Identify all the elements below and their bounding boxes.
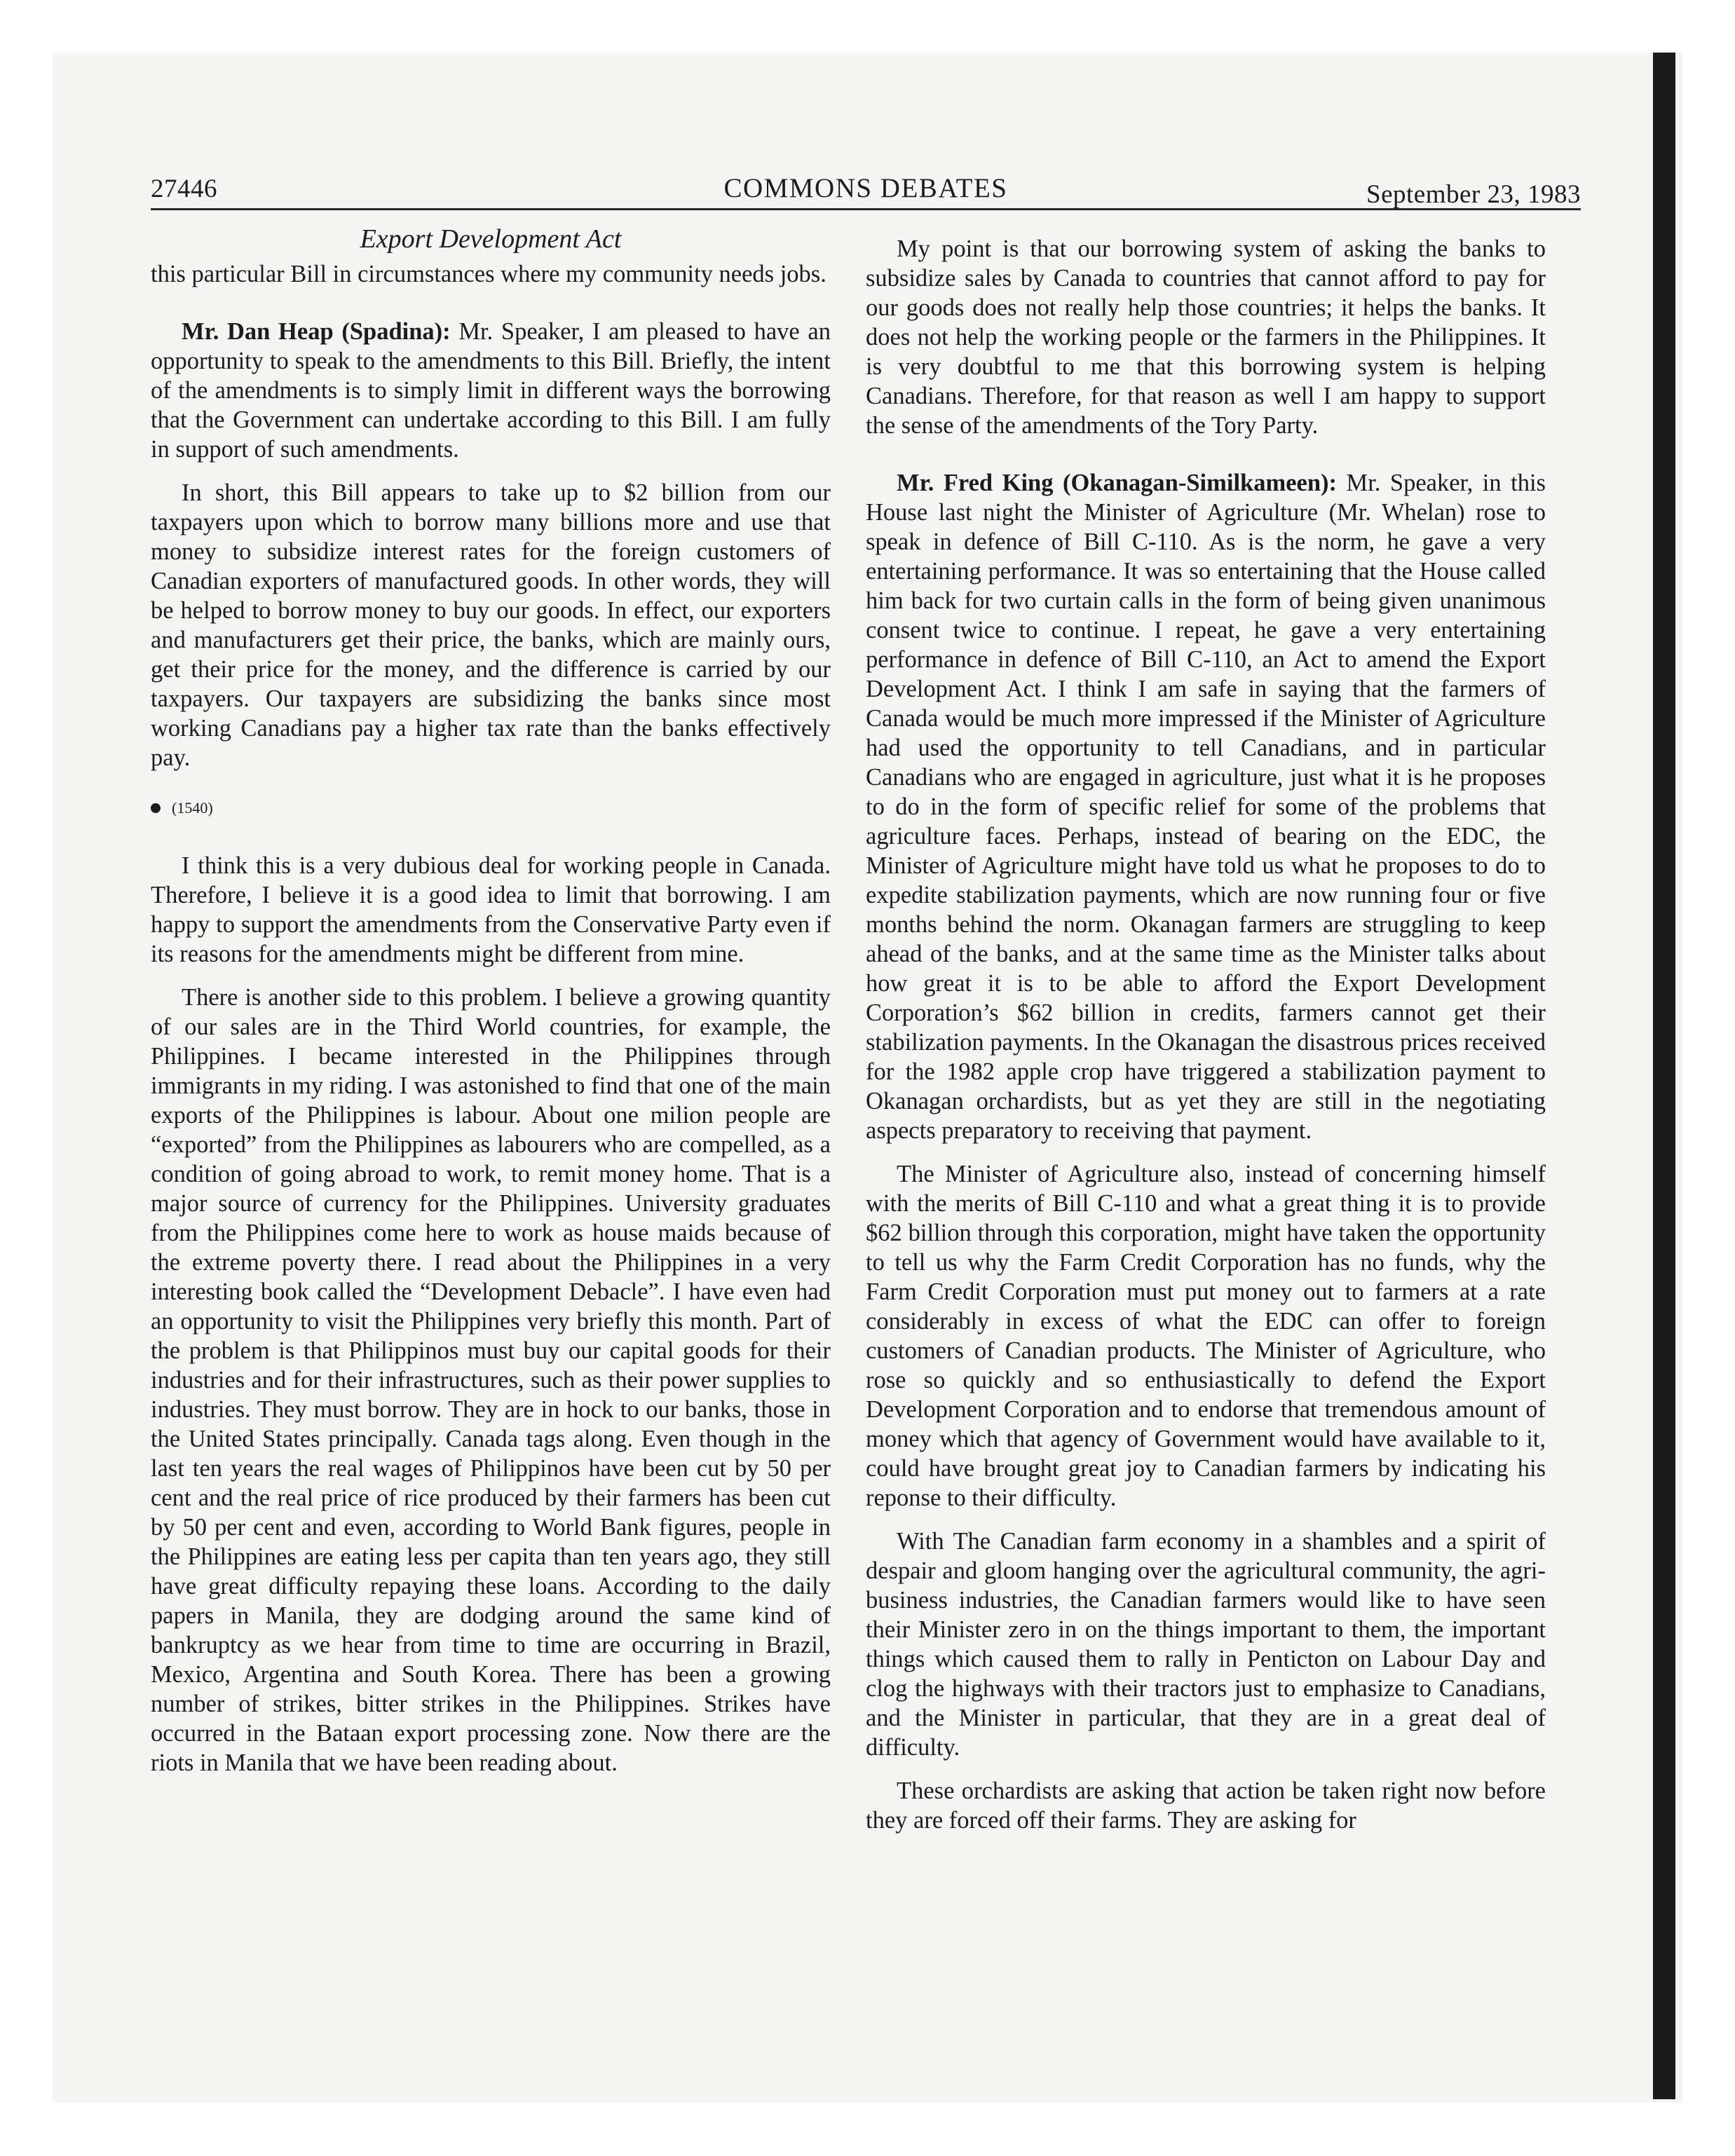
- paragraph: There is another side to this problem. I believe a growing quantity of our sales are in the Third World countries, for example, the Philippines. I became interested in the Philippines through immigrants in my riding. I was astonished to find that one of the main exports of the Philippines is labour. About one milion people are “exported” from the Philippines as labourers who are compelled, as a condition of going abroad to work, to remit money home. That is a major source of currency for the Philippines. University graduates from the Philippines come here to work as house maids because of the extreme poverty there. I read about the Philippines in a very interesting book called the “Development Debacle”. I have even had an opportunity to visit the Philippines very briefly this month. Part of the problem is that Philippinos must buy our capital goods for their industries and for their infrastructures, such as their power supplies to industries. They must borrow. They are in hock to our banks, those in the United States principally. Canada tags along. Even though in the last ten years the real wages of Philippinos have been cut by 50 per cent and the real price of rice produced by their farmers has been cut by 50 per cent and even, according to World Bank figures, people in the Philippines are eating less per capita than ten years ago, they still have great difficulty repaying these loans. According to the daily papers in Manila, they are dodging around the same kind of bankruptcy as we hear from time to time are occurring in Brazil, Mexico, Argentina and South Korea. There has been a growing number of strikes, bitter strikes in the Philippines. Strikes have occurred in the Bataan export processing zone. Now there are the riots in Manila that we have been reading about.: [151, 984, 831, 1776]
- time-marker-label: (1540): [172, 799, 213, 817]
- paragraph: My point is that our borrowing system of asking the banks to subsidize sales by Canada to countries that cannot afford to pay for our goods does not really help those countries; it helps the banks. It does not help the working people or the farmers in the Philippines. It is very doubtful to me that this borrowing system is helping Canadians. Therefore, for that reason as well I am happy to support the sense of the amendments of the Tory Party.: [866, 236, 1546, 439]
- paragraph: In short, this Bill appears to take up to $2 billion from our taxpayers upon which to borrow many billions more and use that money to subsidize interest rates for the foreign customers of Canadian exporters of manufactured goods. In other words, they will be helped to borrow money to buy our goods. In effect, our exporters and manufacturers get their price, the banks, which are mainly ours, get their price for the money, and the difference is carried by our taxpayers. Our taxpayers are subsidizing the banks since most working Canadians pay a higher tax rate than the banks effectively pay.: [151, 479, 831, 771]
- speech-text: Mr. Speaker, I am pleased to have an opportunity to speak to the amendments to this Bill. Briefly, the intent of the amendments is to simply limit in different ways the borrowing that the Government can undertake according to this Bill. I am fully in support of such amendments.: [151, 318, 831, 463]
- paragraph: The Minister of Agriculture also, instead of concerning himself with the merits of Bill C-110 and what a great thing it is to provide $62 billion through this corporation, might have taken the opportunity to tell us why the Farm Credit Corporation has no funds, why the Farm Credit Corporation must put money out to farmers at a rate considerably in excess of what the EDC can offer to foreign customers of Canadian products. The Minister of Agriculture, who rose so quickly and so enthusiastically to defend the Export Development Corporation and to endorse that tremendous amount of money which that agency of Government would have available to it, could have brought great joy to Canadian farmers by indicating his reponse to their difficulty.: [866, 1161, 1546, 1511]
- hansard-page: [151, 165, 1581, 1917]
- speaker-name: Mr. Dan Heap (Spadina):: [182, 318, 451, 345]
- speech-text: Mr. Speaker, in this House last night the Minister of Agriculture (Mr. Whelan) rose to speak in defence of Bill C-110. As is the norm, he gave a very entertaining performance. It was so entertaining that the House called him back for two curtain calls in the form of being given unanimous consent twice to continue. I repeat, he gave a very entertaining performance in defence of Bill C-110, an Act to amend the Export Development Act. I think I am safe in saying that the farmers of Canada would be much more impressed if the Minister of Agriculture had used the opportunity to tell Canadians, and in particular Canadians who are engaged in agriculture, just what it is he proposes to do in the form of specific relief for some of the problems that agriculture faces. Perhaps, instead of bearing on the EDC, the Minister of Agriculture might have told us what he proposes to do to expedite stabilization payments, which are now running four or five months behind the norm. Okanagan farmers are struggling to keep ahead of the banks, and at the same time as the Minister talks about how great it is to be able to afford the Export Development Corporation’s $62 billion in credits, farmers cannot get their stabilization payments. In the Okanagan the disastrous prices received for the 1982 apple crop have triggered a stabilization payment to Okanagan orchardists, but as yet they are still in the negotiating aspects preparatory to receiving that payment.: [866, 470, 1546, 1144]
- bullet-icon: [151, 803, 161, 813]
- speech-paragraph: [151, 317, 831, 464]
- left-column: [151, 259, 831, 1792]
- speaker-name: Mr. Fred King (Okanagan-Similkameen):: [897, 470, 1338, 496]
- publication-title: COMMONS DEBATES: [723, 173, 1008, 203]
- binding-edge: [1653, 53, 1675, 2099]
- time-marker: [151, 793, 831, 823]
- section-title: Export Development Act: [360, 224, 622, 254]
- publication-date: September 23, 1983: [1366, 180, 1581, 209]
- right-column: [866, 234, 1546, 1849]
- paragraph: I think this is a very dubious deal for working people in Canada. Therefore, I believe it is a good idea to limit that borrowing. I am happy to support the amendments from the Conservative Party even if its reasons for the amendments might be different from mine.: [151, 852, 831, 967]
- page-header: [151, 165, 1581, 210]
- paragraph: With The Canadian farm economy in a shambles and a spirit of despair and gloom hanging over the agricultural community, the agri-business industries, the Canadian farmers would like to have seen their Minister zero in on the things important to them, the important things which caused them to rally in Penticton on Labour Day and clog the highways with their tractors just to emphasize to Canadians, and the Minister in particular, that they are in a great deal of difficulty.: [866, 1528, 1546, 1761]
- speech-paragraph: [866, 468, 1546, 1145]
- page-number: 27446: [151, 175, 217, 203]
- paragraph: this particular Bill in circumstances where my community needs jobs.: [151, 261, 826, 287]
- paragraph: These orchardists are asking that action be taken right now before they are forced off their farms. They are asking for: [866, 1778, 1546, 1834]
